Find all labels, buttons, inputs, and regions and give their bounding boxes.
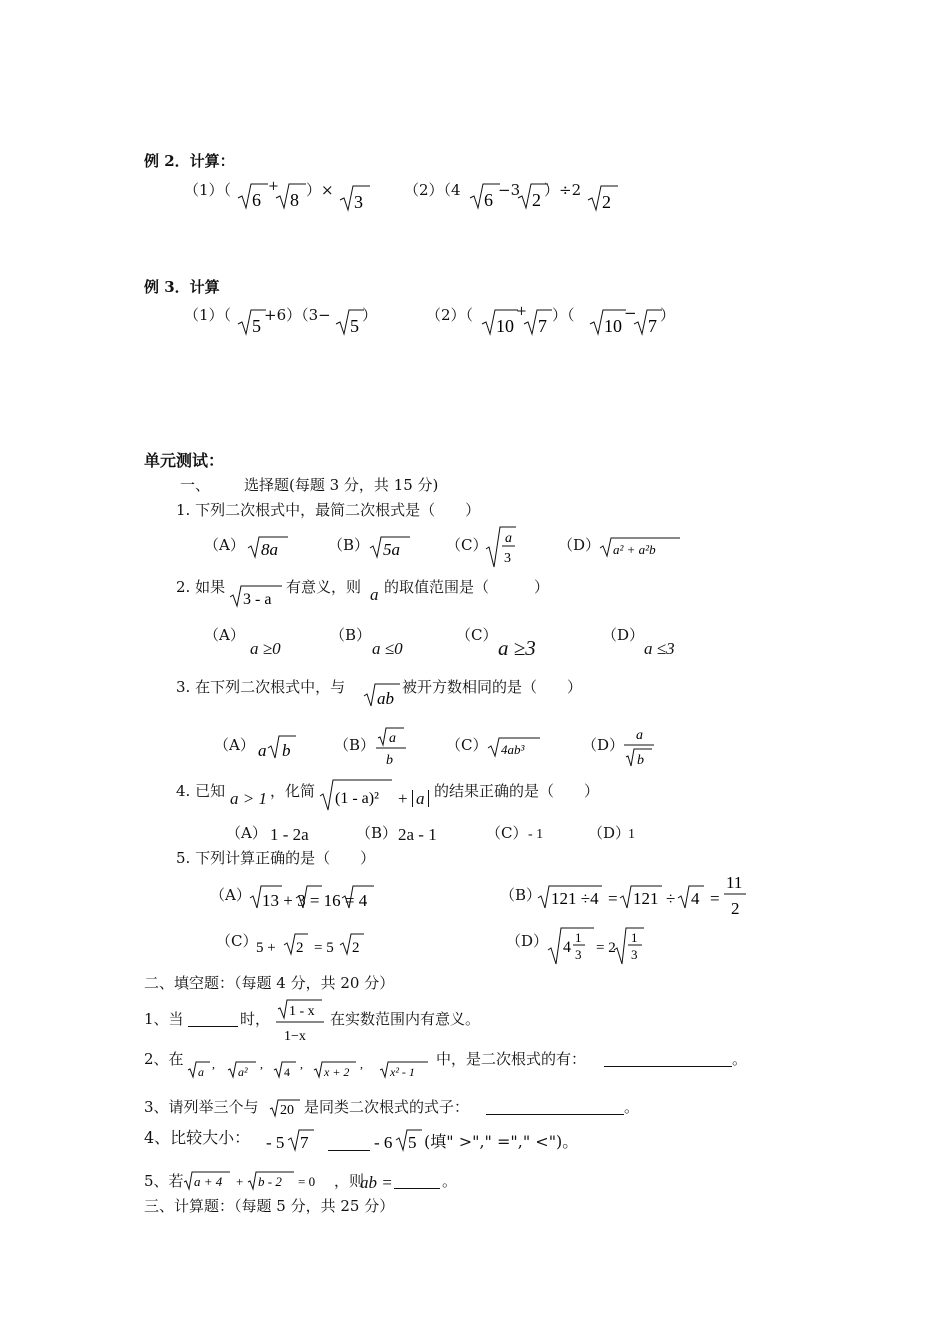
svg-text:20: 20: [280, 1103, 294, 1118]
svg-text:a² + a²b: a² + a²b: [613, 542, 656, 557]
q5-option-c-label: （C）: [216, 932, 258, 950]
svg-text:+: +: [236, 1174, 244, 1189]
q1-option-b-radical: [370, 535, 410, 561]
svg-text:a²: a²: [238, 1065, 248, 1079]
q4-option-d: 1: [628, 827, 635, 842]
q4-condition: a > 1: [230, 789, 267, 808]
svg-text:x + 2: x + 2: [324, 1065, 350, 1079]
ex3-part1-label: （1）（: [184, 306, 232, 324]
svg-text:8: 8: [290, 190, 299, 210]
q5-option-b-expr: [538, 872, 752, 922]
sqrt-6-icon: [470, 182, 500, 212]
q3-option-a-label: （A）: [214, 736, 255, 754]
svg-text:4ab³: 4ab³: [501, 742, 525, 757]
q2-stem-b: 有意义，则: [286, 578, 362, 596]
ex2-minus3: −3: [498, 181, 521, 199]
q4-option-c: - 1: [528, 827, 544, 842]
q4-stem-a: 4. 已知: [176, 782, 226, 800]
f5-text-c: 。: [442, 1172, 458, 1190]
ex3-part2-close: ）: [660, 306, 676, 324]
svg-text:,: ,: [212, 1057, 215, 1071]
q2-stem-a: 2. 如果: [176, 578, 226, 596]
svg-text:3: 3: [354, 192, 363, 212]
q5-option-d-expr: [548, 926, 648, 966]
sqrt-8-icon: [276, 182, 306, 212]
q2-option-a-label: （A）: [204, 626, 245, 644]
f5-answer-blank[interactable]: [394, 1174, 440, 1189]
svg-text:2: 2: [602, 192, 611, 212]
q4-option-c-label: （C）: [486, 824, 528, 842]
svg-text:a: a: [389, 731, 396, 746]
q4-option-b-label: （B）: [356, 824, 398, 842]
svg-text:=: =: [710, 889, 720, 908]
svg-text:=: =: [608, 889, 618, 908]
svg-text:a: a: [505, 531, 512, 546]
sqrt-5-icon: [336, 308, 364, 338]
q3-option-b-frac: [376, 726, 410, 770]
q4-stem-b: ，化简: [270, 782, 316, 800]
f3-text-a: 3、请列举三个与: [144, 1098, 259, 1116]
q3-stem-b: 被开方数相同的是（ ）: [402, 678, 583, 696]
q5-option-b-label: （B）: [500, 886, 542, 904]
svg-text:2: 2: [731, 899, 740, 918]
svg-text:- 6: - 6: [374, 1133, 393, 1152]
ex2-part2-close: ）÷2: [544, 181, 582, 199]
q4-plus: +: [398, 789, 408, 808]
f1-text-b: 时，: [240, 1010, 271, 1028]
svg-text:8a: 8a: [261, 540, 278, 559]
q2-option-b-label: （B）: [330, 626, 372, 644]
svg-text:3 - a: 3 - a: [243, 591, 272, 608]
svg-text:3: 3: [504, 551, 511, 566]
svg-text:121: 121: [633, 889, 659, 908]
f3-text-c: 。: [624, 1098, 640, 1116]
svg-text:5: 5: [350, 316, 359, 336]
svg-text:3: 3: [631, 947, 638, 962]
svg-text:4: 4: [284, 1065, 290, 1079]
svg-text:5: 5: [408, 1133, 417, 1152]
svg-text:b: b: [637, 753, 644, 768]
q2-option-a: a ≥0: [250, 639, 281, 658]
q3-option-d-label: （D）: [582, 736, 625, 754]
q3-option-c-radical: [488, 736, 540, 760]
q1-option-d-label: （D）: [558, 536, 601, 554]
f5-ab: ab =: [360, 1173, 393, 1192]
svg-text:2: 2: [296, 940, 304, 956]
f3-text-b: 是同类二次根式的式子：: [304, 1098, 470, 1116]
f2-radical-list: [188, 1058, 418, 1082]
svg-text:a + 4: a + 4: [194, 1174, 223, 1189]
sqrt-10-icon: [590, 308, 626, 338]
q3-option-c-label: （C）: [446, 736, 488, 754]
q4-option-a-label: （A）: [226, 824, 267, 842]
svg-text:121 ÷4: 121 ÷4: [551, 889, 599, 908]
q5-option-d-label: （D）: [506, 932, 549, 950]
svg-text:1: 1: [575, 930, 582, 945]
f2-text-c: 。: [732, 1050, 748, 1068]
q3-radical: [364, 682, 400, 710]
sqrt-6-icon: [238, 182, 268, 212]
svg-text:a: a: [636, 728, 643, 743]
example-2-title: 例 2．计算：: [144, 152, 235, 170]
ex3-part1-close: ）: [362, 306, 378, 324]
ex3-part1-mid: +6）（3−: [264, 306, 331, 324]
svg-text:= 0: = 0: [298, 1174, 316, 1189]
ex3-minus: −: [624, 304, 637, 322]
q2-option-c: a ≥3: [498, 636, 536, 660]
svg-text:5 +: 5 +: [256, 940, 276, 956]
ex3-plus: +: [516, 304, 527, 319]
svg-text:(1 - a)²: (1 - a)²: [335, 790, 379, 807]
q2-option-c-label: （C）: [456, 626, 498, 644]
q1-option-b-label: （B）: [328, 536, 370, 554]
ex2-part2-label: （2）（4: [404, 181, 461, 199]
svg-text:a: a: [258, 741, 267, 760]
sqrt-7-icon: [524, 308, 552, 338]
q4-option-d-label: （D）: [588, 824, 631, 842]
q3-option-a-expr: [258, 734, 298, 762]
svg-text:,: ,: [360, 1057, 363, 1071]
q3-option-b-label: （B）: [334, 736, 376, 754]
svg-text:x² - 1: x² - 1: [390, 1065, 415, 1079]
svg-text:a: a: [198, 1065, 204, 1079]
q5-stem: 5. 下列计算正确的是（ ）: [176, 849, 376, 867]
svg-text:10: 10: [496, 316, 514, 336]
q4-stem-c: 的结果正确的是（ ）: [434, 782, 600, 800]
section-2-title: 二、填空题：（每题 4 分，共 20 分）: [144, 974, 395, 992]
svg-text:4: 4: [691, 889, 700, 908]
svg-text:7: 7: [538, 316, 547, 336]
f1-text-a: 1、当: [144, 1010, 184, 1028]
svg-text:11: 11: [726, 873, 743, 892]
q2-var: a: [370, 585, 379, 604]
q1-option-a-radical: [248, 535, 288, 561]
sqrt-3-icon: [340, 184, 370, 214]
svg-text:= 5: = 5: [314, 940, 334, 956]
f4-text-a: 4、比较大小：: [144, 1128, 251, 1147]
q1-option-c-radical: [486, 525, 516, 569]
f4-right-expr: [374, 1128, 424, 1156]
svg-text:2: 2: [352, 940, 360, 956]
ex2-r6: 6: [252, 190, 261, 210]
q1-option-a-label: （A）: [204, 536, 245, 554]
svg-text:1−x: 1−x: [284, 1029, 306, 1044]
q1-option-c-label: （C）: [446, 536, 488, 554]
f2-text-b: 中，是二次根式的有：: [436, 1050, 587, 1068]
f1-text-c: 在实数范围内有意义。: [330, 1010, 481, 1028]
q4-abs: a: [412, 790, 429, 807]
svg-text:b: b: [282, 741, 291, 760]
svg-text:6: 6: [484, 190, 493, 210]
q3-option-d-frac: [624, 724, 658, 770]
svg-text:= 2: = 2: [596, 940, 616, 956]
f5-text-a: 5、若: [144, 1172, 184, 1190]
q4-radical: [320, 778, 392, 812]
q2-radical: [230, 584, 282, 610]
sqrt-7-icon: [634, 308, 662, 338]
q1-option-d-radical: [600, 536, 680, 560]
f5-text-b: ，则: [334, 1172, 365, 1190]
q2-option-d-label: （D）: [602, 626, 645, 644]
ex2-part1-close: ）×: [306, 181, 334, 199]
svg-text:7: 7: [648, 316, 657, 336]
section-3-title: 三、计算题：（每题 5 分，共 25 分）: [144, 1197, 395, 1215]
svg-text:÷: ÷: [666, 889, 676, 908]
q4-option-a: 1 - 2a: [270, 825, 309, 844]
svg-text:7: 7: [300, 1133, 309, 1152]
ex3-part2-mid: ）（: [552, 306, 575, 324]
example-3-title: 例 3．计算: [144, 278, 220, 296]
svg-text:5a: 5a: [383, 540, 400, 559]
f2-answer-blank[interactable]: [604, 1052, 732, 1067]
q2-option-b: a ≤0: [372, 639, 403, 658]
sqrt-2-icon: [588, 184, 618, 214]
svg-text:1 - x: 1 - x: [289, 1004, 315, 1019]
sqrt-5-icon: [238, 308, 266, 338]
ex3-part2-label: （2）（: [426, 306, 474, 324]
q5-option-c-expr: [256, 932, 366, 958]
sqrt-10-icon: [482, 308, 518, 338]
ex2-part1-label: （1）（: [184, 181, 232, 199]
f3-answer-blank[interactable]: [486, 1100, 624, 1115]
q5-option-a-text: 13 + 3 = 16 = 4: [262, 891, 368, 910]
f3-radical: [270, 1098, 304, 1120]
svg-text:2: 2: [532, 190, 541, 210]
svg-text:- 5: - 5: [266, 1133, 285, 1152]
svg-text:3: 3: [575, 947, 582, 962]
unit-test-title: 单元测试：: [144, 451, 225, 470]
svg-text:4: 4: [563, 939, 571, 956]
svg-text:10: 10: [604, 316, 622, 336]
svg-text:b - 2: b - 2: [258, 1174, 282, 1189]
svg-text:,: ,: [260, 1057, 263, 1071]
q3-stem-a: 3. 在下列二次根式中，与: [176, 678, 346, 696]
svg-text:1: 1: [631, 930, 638, 945]
ex2-plus: +: [268, 179, 279, 194]
f4-hint: (填" >"," ="," <")。: [424, 1132, 579, 1151]
f4-left-expr: [266, 1128, 316, 1156]
f4-answer-blank[interactable]: [328, 1136, 370, 1151]
q5-option-a-expr: [250, 884, 410, 912]
q4-option-b: 2a - 1: [398, 825, 437, 844]
svg-text:b: b: [386, 753, 393, 768]
section-1-title: 选择题(每题 3 分，共 15 分): [244, 476, 439, 494]
f2-text-a: 2、在: [144, 1050, 184, 1068]
f1-answer-blank[interactable]: [188, 1012, 238, 1027]
q1-stem: 1. 下列二次根式中，最简二次根式是（ ）: [176, 501, 481, 519]
f5-equation: [184, 1170, 334, 1194]
f1-fraction: [276, 998, 326, 1044]
q2-stem-c: 的取值范围是（ ）: [384, 578, 550, 596]
q5-option-a-label: （A）: [210, 886, 251, 904]
svg-text:5: 5: [252, 316, 261, 336]
section-1-number: 一、: [180, 476, 211, 494]
svg-text:ab: ab: [377, 689, 394, 708]
svg-text:,: ,: [300, 1057, 303, 1071]
q2-option-d: a ≤3: [644, 639, 675, 658]
